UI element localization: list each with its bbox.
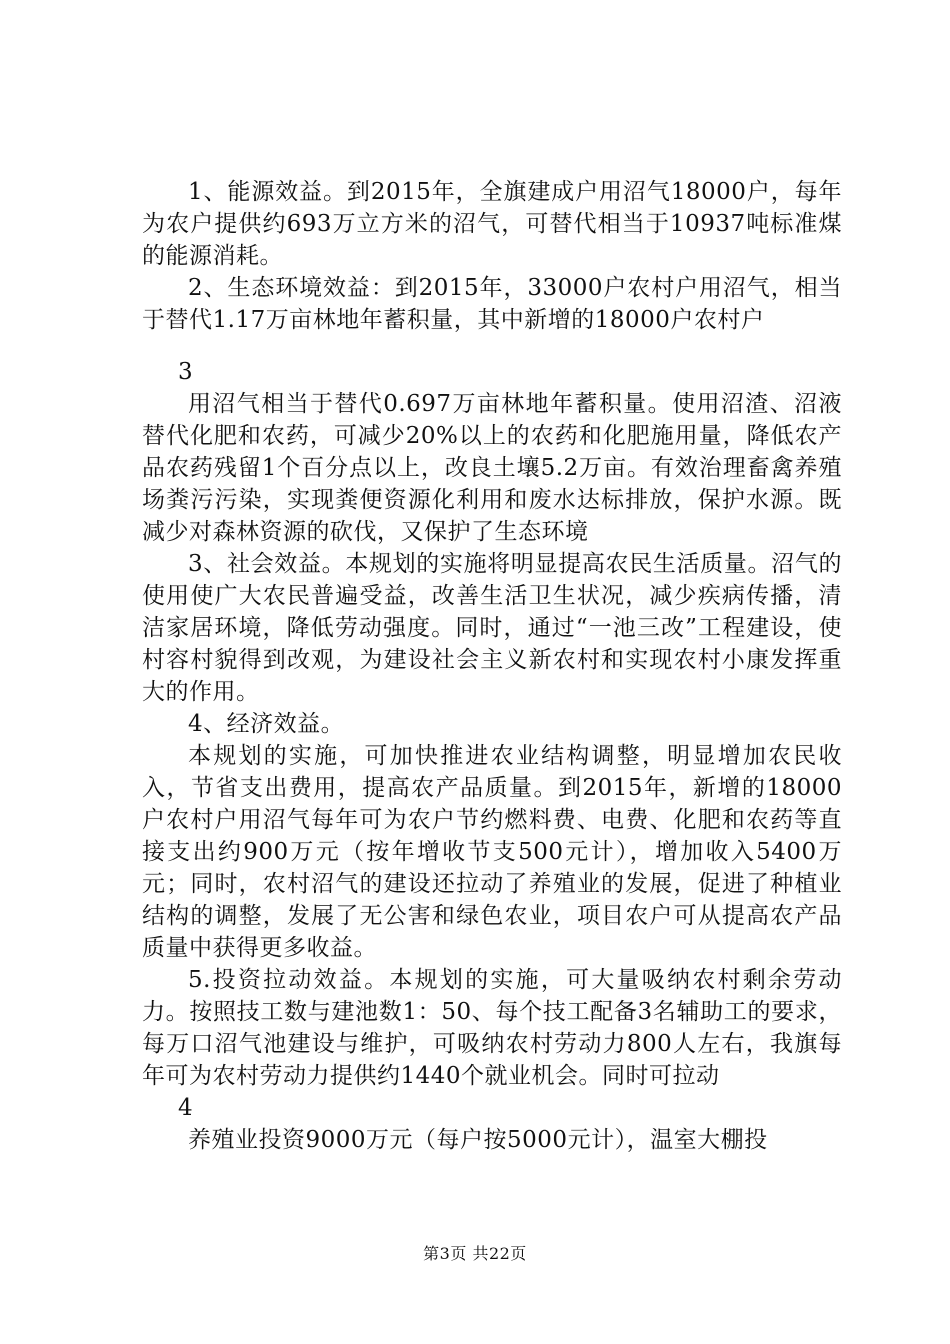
body-text <box>142 176 842 1156</box>
paragraph-energy-benefit: 1、能源效益。到2015年，全旗建成户用沼气18000户，每年为农户提供约693万立方米的沼气，可替代相当于10937吨标准煤的能源消耗。 <box>142 179 842 269</box>
paragraph-investment-continued: 养殖业投资9000万元（每户按5000元计），温室大棚投 <box>188 1127 768 1153</box>
page-break-gap <box>142 336 842 356</box>
paragraph-economic-benefit: 本规划的实施，可加快推进农业结构调整，明显增加农民收入，节省支出费用，提高农产品质量。到2015年，新增的18000户农村户用沼气每年可为农户节约燃料费、电费、化肥和农药等直接支出约900万元（按年增收节支500元计），增加收入5400万元；同时，农村沼气的建设还拉动了养殖业的发展，促进了种植业结构的调整，发展了无公害和绿色农业，项目农户可从提高农产品质量中获得更多收益。 <box>142 743 842 961</box>
page-footer: 第3页 共22页 <box>423 1244 527 1263</box>
paragraph-social-benefit: 3、社会效益。本规划的实施将明显提高农民生活质量。沼气的使用使广大农民普遍受益，改善生活卫生状况，减少疾病传播，清洁家居环境，降低劳动强度。同时，通过“一池三改”工程建设，使村容村貌得到改观，为建设社会主义新农村和实现农村小康发挥重大的作用。 <box>142 551 842 705</box>
paragraph-ecology-benefit: 2、生态环境效益：到2015年，33000户农村户用沼气，相当于替代1.17万亩林地年蓄积量，其中新增的18000户农村户 <box>142 275 842 333</box>
paragraph-economic-heading: 4、经济效益。 <box>188 711 345 737</box>
paragraph-investment-benefit: 5.投资拉动效益。本规划的实施，可大量吸纳农村剩余劳动力。按照技工数与建池数1：50、每个技工配备3名辅助工的要求，每万口沼气池建设与维护，可吸纳农村劳动力800人左右，我旗每年可为农村劳动力提供约1440个就业机会。同时可拉动 <box>142 967 842 1089</box>
page-marker: 3 <box>178 359 193 385</box>
page-marker: 4 <box>178 1095 193 1121</box>
paragraph-ecology-continued: 用沼气相当于替代0.697万亩林地年蓄积量。使用沼渣、沼液替代化肥和农药，可减少20%以上的农药和化肥施用量，降低农产品农药残留1个百分点以上，改良土壤5.2万亩。有效治理畜禽养殖场粪污污染，实现粪便资源化利用和废水达标排放，保护水源。既减少对森林资源的砍伐，又保护了生态环境 <box>142 391 842 545</box>
